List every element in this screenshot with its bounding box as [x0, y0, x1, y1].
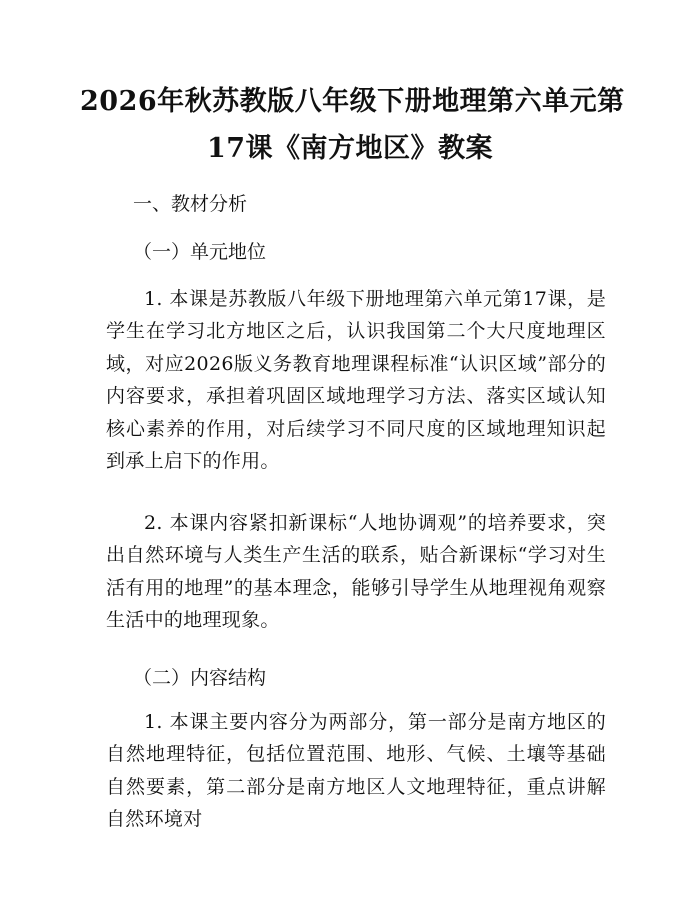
document-title-line-1: 2026年秋苏教版八年级下册地理第六单元第 — [80, 86, 625, 117]
subsection-heading-unit-position: （一）单元地位 — [133, 241, 267, 263]
paragraph-unit-position-2: 2. 本课内容紧扣新课标“人地协调观”的培养要求，突出自然环境与人类生产生活的联系，贴合新课标“学习对生活有用的地理”的基本理念，能够引导学生从地理视角观察生活中的地理现象。 — [106, 512, 606, 632]
subsection-heading-content-structure: （二）内容结构 — [133, 667, 267, 689]
document-title-line-2: 17课《南方地区》教案 — [206, 133, 494, 164]
section-heading-textbook-analysis: 一、教材分析 — [133, 193, 248, 215]
paragraph-unit-position-1: 1. 本课是苏教版八年级下册地理第六单元第17课，是学生在学习北方地区之后，认识我国第二个大尺度地理区域，对应2026版义务教育地理课程标准“认识区域”部分的内容要求，承担着巩固区域地理学习方法、落实区域认知核心素养的作用，对后续学习不同尺度的区域地理知识起到承上启下的作用。 — [106, 288, 606, 473]
paragraph-content-structure-1: 1. 本课主要内容分为两部分，第一部分是南方地区的自然地理特征，包括位置范围、地形、气候、土壤等基础自然要素，第二部分是南方地区人文地理特征，重点讲解自然环境对 — [106, 711, 606, 831]
